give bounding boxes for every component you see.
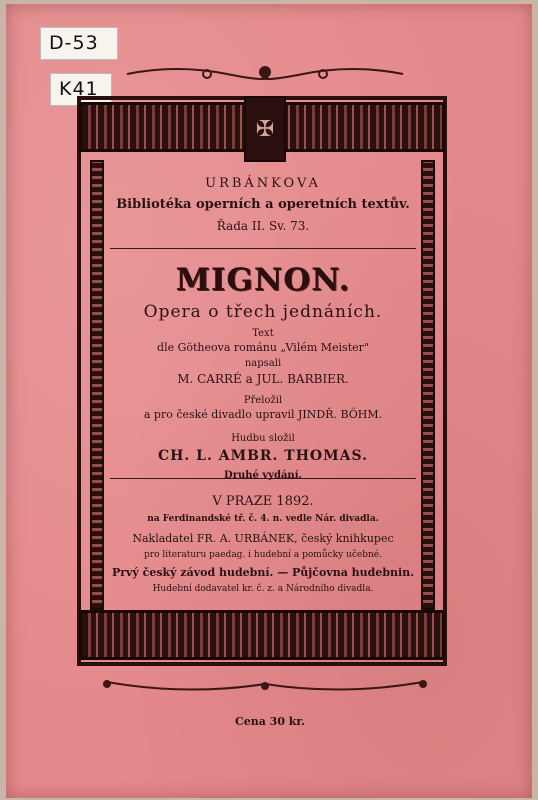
series-name: URBÁNKOVA bbox=[205, 176, 321, 191]
translator: a pro české divadlo upravil JINDŘ. BÖHM. bbox=[143, 408, 383, 421]
librettists: M. CARRÉ a JUL. BARBIER. bbox=[177, 372, 349, 386]
address: na Ferdinandské tř. č. 4. n. vedle Nár. divadla. bbox=[147, 514, 379, 524]
publisher-specialty: pro literaturu paedag. i hudební a pomůcky učebné. bbox=[144, 550, 382, 560]
left-pillar bbox=[90, 160, 104, 610]
price: Cena 30 kr. bbox=[234, 715, 306, 728]
figure-icon: ✠ bbox=[244, 96, 286, 162]
library-name: Bibliotéka operních a operetních textův. bbox=[116, 197, 410, 212]
right-pillar bbox=[421, 160, 435, 610]
music-shop: Prvý český závod hudební. — Půjčovna hudebnin. bbox=[111, 566, 415, 579]
composed-label: Hudbu složil bbox=[231, 433, 295, 444]
series-volume: Řada II. Sv. 73. bbox=[216, 219, 310, 233]
text-label: Text bbox=[252, 328, 274, 339]
subtitle: Opera o třech jednáních. bbox=[143, 302, 383, 322]
divider bbox=[110, 248, 416, 249]
place-year: V PRAZE 1892. bbox=[212, 494, 314, 509]
fleuron-icon bbox=[87, 676, 443, 696]
wrote-label: napsali bbox=[244, 358, 282, 369]
publisher: Nakladatel FR. A. URBÁNEK, český knihkupec bbox=[132, 532, 394, 545]
edition: Druhé vydání. bbox=[224, 470, 302, 481]
composer: CH. L. AMBR. THOMAS. bbox=[158, 448, 368, 464]
top-ornament bbox=[87, 64, 443, 84]
bottom-ornament bbox=[87, 676, 443, 696]
supplier: Hudební dodavatel kr. č. z. a Národního divadla. bbox=[152, 584, 374, 594]
catalog-label-top: D-53 bbox=[40, 27, 118, 60]
bottom-decorative-band bbox=[79, 610, 445, 660]
translated-label: Přeložil bbox=[243, 395, 283, 406]
page-title: MIGNON. bbox=[175, 262, 351, 298]
divider bbox=[110, 478, 416, 479]
fleuron-icon bbox=[87, 64, 443, 84]
catalog-label-bottom: K41 bbox=[50, 73, 112, 106]
source-novel: dle Götheova románu „Vilém Meister" bbox=[157, 341, 369, 354]
